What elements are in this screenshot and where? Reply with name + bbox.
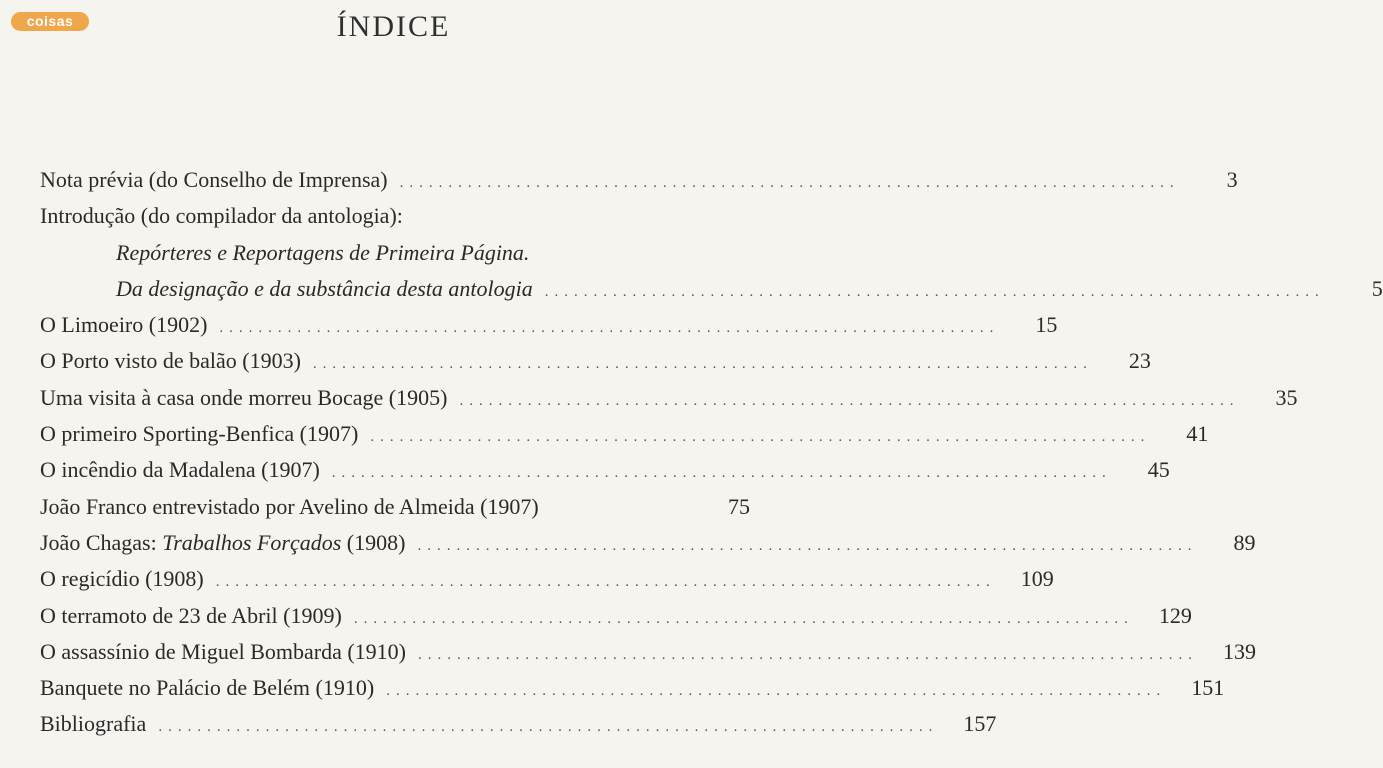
toc-page-number: 157	[963, 711, 997, 737]
toc-page-number: 151	[1191, 675, 1225, 701]
toc-entry-title	[40, 343, 301, 379]
dot-leader: ................................................................................	[417, 537, 1198, 554]
toc-entry	[40, 307, 1058, 343]
toc-page-number: 45	[1147, 457, 1170, 483]
toc-entry	[40, 670, 1225, 706]
toc-entry-title	[40, 489, 539, 525]
toc-page-number: 3	[1226, 167, 1238, 192]
toc-entry	[40, 198, 750, 234]
toc-page-number: 139	[1223, 638, 1256, 664]
toc-entry-title-italic: Repórteres e Reportagens de Primeira Página.	[116, 239, 530, 265]
dot-leader: ................................................................................	[370, 429, 1151, 446]
toc-entry-title-text: Nota prévia (do Conselho de Imprensa)	[40, 167, 388, 192]
toc-page-number: 129	[1158, 602, 1192, 628]
toc-entry-title	[40, 162, 388, 198]
toc-page-number: 15	[1035, 312, 1058, 338]
toc-entry-title-text: O primeiro Sporting-Benfica (1907)	[40, 421, 359, 447]
toc-entry	[40, 416, 1209, 452]
toc-entry-title	[40, 198, 403, 234]
dot-leader: ................................................................................	[544, 283, 1325, 300]
toc-entry	[40, 634, 1256, 670]
toc-entry-title-text: Uma visita à casa onde morreu Bocage (1905)	[40, 384, 448, 410]
dot-leader: ................................................................................	[459, 392, 1240, 409]
toc-entry	[40, 271, 1383, 307]
toc-entry	[40, 561, 1054, 597]
toc-entry-title	[40, 706, 146, 742]
toc-entry-title	[116, 235, 529, 271]
dot-leader: ................................................................................	[418, 646, 1198, 663]
toc-entry-title-text: Introdução (do compilador da antologia):	[40, 203, 403, 229]
toc-page-number: 75	[728, 493, 750, 519]
toc-entry-title-text: O incêndio da Madalena (1907)	[40, 457, 320, 483]
toc-entry	[40, 162, 1238, 198]
toc-entry-title	[40, 670, 374, 706]
dot-leader: ................................................................................	[353, 610, 1134, 627]
toc-entry-title-text: João Chagas:	[40, 529, 163, 555]
dot-leader: ................................................................................	[158, 719, 939, 736]
toc-entry-title-text: O regicídio (1908)	[40, 566, 204, 592]
toc-entry-title	[40, 561, 204, 597]
toc-page-number: 35	[1275, 384, 1298, 410]
toc-entry-title	[40, 452, 320, 488]
dot-leader: ................................................................................	[399, 175, 1180, 191]
toc-page-number: 23	[1128, 348, 1151, 374]
dot-leader: ................................................................................	[386, 683, 1167, 700]
toc-entry-title	[40, 525, 405, 561]
toc-entry-title-text: (1908)	[341, 529, 406, 555]
toc-entry-title	[116, 271, 533, 307]
toc-entry-title	[40, 416, 358, 452]
dot-leader: ................................................................................	[215, 574, 996, 591]
table-of-contents	[40, 162, 1383, 743]
toc-entry-title-text: O Porto visto de balão (1903)	[40, 348, 301, 374]
toc-entry-title	[40, 598, 342, 634]
dot-leader: ................................................................................	[331, 465, 1112, 482]
toc-page-number: 5	[1371, 275, 1383, 301]
toc-entry-title-text: Banquete no Palácio de Belém (1910)	[40, 675, 375, 701]
toc-entry-title-text: O assassínio de Miguel Bombarda (1910)	[40, 638, 406, 664]
toc-entry-title	[40, 307, 207, 343]
toc-entry	[40, 706, 997, 742]
dot-leader: ................................................................................	[312, 356, 1093, 373]
toc-entry	[40, 525, 1256, 561]
toc-entry	[40, 343, 1151, 379]
toc-entry	[40, 380, 1298, 416]
toc-entry	[40, 489, 750, 525]
toc-entry	[40, 452, 1170, 488]
toc-entry-title-text: Bibliografia	[40, 711, 147, 737]
page-title: ÍNDICE	[336, 10, 451, 43]
toc-entry-title-text: João Franco entrevistado por Avelino de Almeida (1907)	[40, 493, 539, 519]
toc-entry	[40, 235, 750, 271]
toc-entry-title	[40, 380, 447, 416]
toc-page-number: 41	[1186, 421, 1209, 447]
toc-entry-title-text: O Limoeiro (1902)	[40, 312, 208, 338]
toc-page-number: 89	[1233, 529, 1256, 555]
watermark-logo: coisas	[11, 12, 89, 31]
toc-entry-title-italic: Da designação e da substância desta antologia	[116, 275, 533, 301]
toc-entry-title	[40, 634, 406, 670]
toc-entry-title-text: O terramoto de 23 de Abril (1909)	[40, 602, 342, 628]
toc-page-number: 109	[1020, 566, 1054, 592]
toc-entry-title-italic: Trabalhos Forçados	[162, 529, 342, 555]
toc-entry	[40, 598, 1192, 634]
dot-leader: ................................................................................	[219, 320, 1000, 337]
